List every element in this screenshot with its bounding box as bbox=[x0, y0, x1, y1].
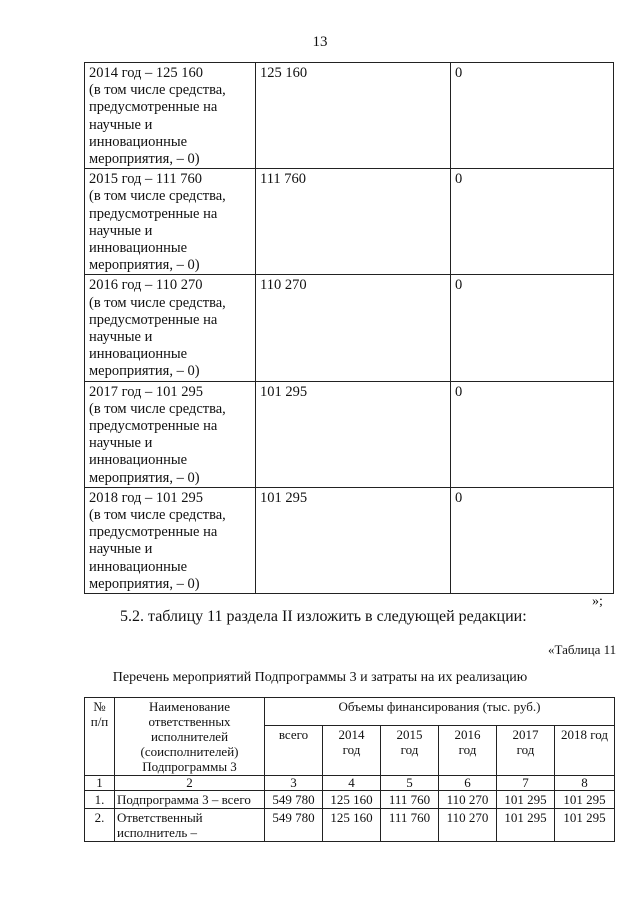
header-year-2014 bbox=[323, 725, 381, 775]
cell-line: предусмотренные на bbox=[89, 524, 218, 541]
header-year-2016 bbox=[439, 725, 497, 775]
header-line: № bbox=[93, 699, 106, 714]
cell-line: научные и bbox=[89, 222, 153, 239]
table-row bbox=[85, 275, 614, 381]
value-cell: 101 295 bbox=[497, 809, 555, 842]
cell-line: мероприятия, – 0) bbox=[89, 469, 200, 486]
table-row bbox=[85, 487, 614, 593]
header-line: год bbox=[458, 741, 477, 757]
cell-line: мероприятия, – 0) bbox=[89, 575, 200, 592]
cell-line: 2018 год – 101 295 bbox=[89, 489, 204, 506]
amount-cell: 111 760 bbox=[256, 169, 451, 275]
cell-line: Подпрограмма 3 – всего bbox=[117, 792, 251, 807]
value-cell: 111 760 bbox=[381, 809, 439, 842]
period-description-cell bbox=[85, 381, 256, 487]
table-row bbox=[85, 381, 614, 487]
header-year-2017 bbox=[497, 725, 555, 775]
cell-line: научные и bbox=[89, 329, 153, 346]
cell-line: инновационные bbox=[89, 133, 188, 150]
header-line: год bbox=[516, 741, 535, 757]
header-line: год bbox=[400, 741, 419, 757]
innovation-amount-cell: 0 bbox=[451, 381, 614, 487]
cell-line: инновационные bbox=[89, 346, 188, 363]
header-number bbox=[85, 698, 115, 776]
header-funding: Объемы финансирования (тыс. руб.) bbox=[265, 698, 615, 726]
cell-line: (в том числе средства, bbox=[89, 400, 226, 417]
cell-line: мероприятия, – 0) bbox=[89, 363, 200, 380]
table-label: «Таблица 11 bbox=[548, 642, 617, 657]
row-number-cell: 2. bbox=[85, 809, 115, 842]
subprogram-activities-table bbox=[84, 697, 615, 842]
cell-line: (в том числе средства, bbox=[89, 294, 226, 311]
header-line: 2018 год bbox=[561, 726, 608, 742]
period-description-cell bbox=[85, 169, 256, 275]
cell-line: предусмотренные на bbox=[89, 99, 218, 116]
value-cell: 549 780 bbox=[265, 791, 323, 809]
header-line: п/п bbox=[90, 714, 109, 729]
header-line: исполнителей bbox=[150, 729, 229, 744]
table-row bbox=[85, 791, 615, 809]
header-line: 2017 bbox=[512, 726, 539, 742]
cell-line: предусмотренные на bbox=[89, 418, 218, 435]
column-number-cell: 5 bbox=[381, 776, 439, 791]
cell-line: (в том числе средства, bbox=[89, 82, 226, 99]
header-line: 2016 bbox=[454, 726, 481, 742]
amount-cell: 101 295 bbox=[256, 487, 451, 593]
table-title: Перечень мероприятий Подпрограммы 3 и затраты на их реализацию bbox=[112, 670, 528, 685]
row-number-cell: 1. bbox=[85, 791, 115, 809]
cell-line: научные и bbox=[89, 435, 153, 452]
header-line: ответственных bbox=[148, 714, 231, 729]
header-line: год bbox=[342, 741, 361, 757]
row-name-cell bbox=[115, 809, 265, 842]
funding-continuation-table bbox=[84, 62, 614, 594]
cell-line: мероприятия, – 0) bbox=[89, 257, 200, 274]
innovation-amount-cell: 0 bbox=[451, 487, 614, 593]
header-line: 2015 bbox=[396, 726, 423, 742]
header-year-2015 bbox=[381, 725, 439, 775]
closing-quote: »; bbox=[592, 594, 603, 609]
column-number-cell: 8 bbox=[555, 776, 615, 791]
amount-cell: 101 295 bbox=[256, 381, 451, 487]
cell-line: 2014 год – 125 160 bbox=[89, 65, 204, 81]
value-cell: 549 780 bbox=[265, 809, 323, 842]
header-line: Наименование bbox=[149, 699, 230, 714]
period-description-cell bbox=[85, 63, 256, 169]
value-cell: 125 160 bbox=[323, 791, 381, 809]
cell-line: мероприятия, – 0) bbox=[89, 151, 200, 168]
amendment-instruction: 5.2. таблицу 11 раздела II изложить в следующей редакции: bbox=[120, 608, 527, 625]
cell-line: Ответственный bbox=[117, 810, 203, 825]
cell-line: инновационные bbox=[89, 452, 188, 469]
innovation-amount-cell: 0 bbox=[451, 275, 614, 381]
cell-line: 2016 год – 110 270 bbox=[89, 277, 203, 294]
table-row bbox=[85, 63, 614, 169]
column-number-cell: 3 bbox=[265, 776, 323, 791]
header-total: всего bbox=[265, 725, 323, 775]
cell-line: научные и bbox=[89, 116, 153, 133]
cell-line: 2015 год – 111 760 bbox=[89, 171, 202, 188]
value-cell: 110 270 bbox=[439, 791, 497, 809]
header-line: (соисполнителей) bbox=[140, 744, 239, 759]
cell-line: 2017 год – 101 295 bbox=[89, 383, 204, 400]
cell-line: научные и bbox=[89, 541, 153, 558]
column-number-row bbox=[85, 776, 615, 791]
amount-cell: 125 160 bbox=[256, 63, 451, 169]
column-number-cell: 7 bbox=[497, 776, 555, 791]
row-name-cell bbox=[115, 791, 265, 809]
cell-line: инновационные bbox=[89, 558, 188, 575]
period-description-cell bbox=[85, 487, 256, 593]
cell-line: исполнитель – bbox=[117, 825, 198, 840]
value-cell: 125 160 bbox=[323, 809, 381, 842]
header-line: Подпрограммы 3 bbox=[142, 759, 237, 774]
amount-cell: 110 270 bbox=[256, 275, 451, 381]
cell-line: (в том числе средства, bbox=[89, 507, 226, 524]
column-number-cell: 4 bbox=[323, 776, 381, 791]
column-number-cell: 2 bbox=[115, 776, 265, 791]
header-name bbox=[115, 698, 265, 776]
column-number-cell: 1 bbox=[85, 776, 115, 791]
value-cell: 110 270 bbox=[439, 809, 497, 842]
period-description-cell bbox=[85, 275, 256, 381]
cell-line: (в том числе средства, bbox=[89, 188, 226, 205]
header-row-1 bbox=[85, 698, 615, 726]
value-cell: 101 295 bbox=[497, 791, 555, 809]
header-line: 2014 bbox=[338, 726, 365, 742]
cell-line: инновационные bbox=[89, 240, 188, 257]
page-number: 13 bbox=[312, 34, 328, 50]
innovation-amount-cell: 0 bbox=[451, 169, 614, 275]
value-cell: 101 295 bbox=[555, 809, 615, 842]
column-number-cell: 6 bbox=[439, 776, 497, 791]
table-row bbox=[85, 809, 615, 842]
value-cell: 111 760 bbox=[381, 791, 439, 809]
cell-line: предусмотренные на bbox=[89, 205, 218, 222]
value-cell: 101 295 bbox=[555, 791, 615, 809]
table-row bbox=[85, 169, 614, 275]
innovation-amount-cell: 0 bbox=[451, 63, 614, 169]
header-year-2018 bbox=[555, 725, 615, 775]
cell-line: предусмотренные на bbox=[89, 311, 218, 328]
